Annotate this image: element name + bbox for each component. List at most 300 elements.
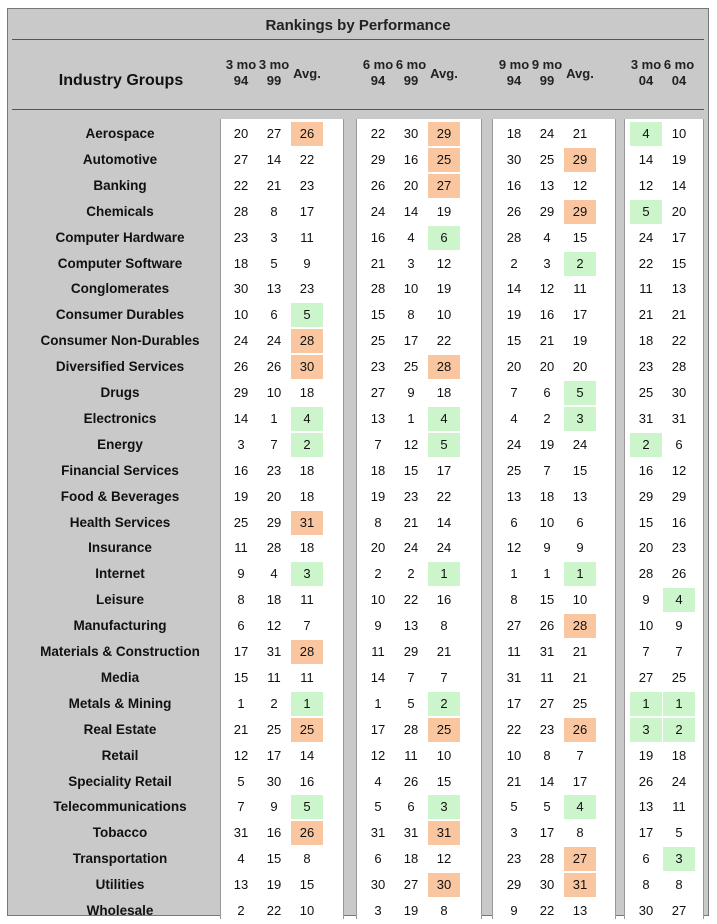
ranking-cell: 23 [539, 721, 555, 737]
ranking-cell: 5 [291, 303, 323, 327]
ranking-cell: 13 [539, 177, 555, 193]
ranking-cell: 4 [630, 122, 662, 146]
column-header [659, 57, 699, 89]
ranking-cell: 14 [266, 151, 282, 167]
ranking-cell: 9 [303, 255, 311, 271]
industry-group-label: Health Services [69, 514, 171, 530]
ranking-cell: 28 [428, 355, 460, 379]
ranking-cell: 5 [374, 799, 382, 815]
column-header-period: 6 mo [362, 57, 394, 72]
ranking-cell: 5 [510, 799, 518, 815]
ranking-cell: 21 [572, 126, 588, 141]
ranking-cell: 9 [543, 540, 551, 556]
industry-group-label: Wholesale [86, 903, 154, 918]
ranking-cell: 27 [638, 669, 654, 685]
ranking-cell: 7 [675, 644, 683, 659]
ranking-cell: 31 [403, 825, 419, 841]
ranking-cell: 20 [671, 203, 687, 219]
ranking-cell: 4 [510, 410, 518, 426]
ranking-cell: 15 [539, 592, 555, 608]
industry-group-label: Computer Software [57, 255, 183, 271]
ranking-cell: 29 [539, 203, 555, 219]
ranking-cell: 23 [506, 851, 522, 867]
ranking-cell: 16 [671, 514, 687, 530]
ranking-cell: 11 [404, 747, 418, 763]
ranking-cell: 16 [370, 229, 386, 245]
ranking-cell: 6 [428, 226, 460, 250]
ranking-cell: 31 [428, 821, 460, 845]
ranking-cell: 20 [233, 126, 249, 141]
ranking-cell: 24 [370, 203, 386, 219]
ranking-cell: 18 [370, 462, 386, 478]
ranking-cell: 3 [663, 847, 695, 871]
ranking-cell: 29 [506, 877, 522, 893]
ranking-cell: 27 [233, 151, 249, 167]
ranking-cell: 5 [675, 825, 683, 841]
ranking-cell: 3 [237, 436, 245, 452]
ranking-cell: 9 [576, 540, 584, 556]
row-header: Industry Groups [58, 72, 184, 89]
ranking-cell: 24 [572, 436, 588, 452]
ranking-cell: 27 [403, 877, 419, 893]
ranking-cell: 15 [233, 669, 249, 685]
ranking-cell: 6 [374, 851, 382, 867]
ranking-cell: 13 [671, 281, 687, 297]
ranking-cell: 11 [300, 592, 314, 608]
ranking-cell: 13 [572, 488, 588, 504]
ranking-cell: 24 [266, 333, 282, 349]
ranking-cell: 22 [370, 126, 386, 141]
ranking-cell: 4 [663, 588, 695, 612]
ranking-cell: 27 [539, 695, 555, 711]
ranking-cell: 9 [237, 566, 245, 582]
ranking-cell: 31 [291, 511, 323, 535]
industry-group-label: Speciality Retail [68, 773, 172, 789]
ranking-cell: 9 [270, 799, 278, 815]
ranking-cell: 7 [407, 669, 415, 685]
ranking-cell: 8 [440, 618, 448, 634]
ranking-cell: 15 [572, 229, 588, 245]
ranking-cell: 22 [436, 488, 452, 504]
ranking-cell: 23 [266, 462, 282, 478]
ranking-cell: 29 [403, 644, 419, 659]
ranking-cell: 28 [539, 851, 555, 867]
ranking-cell: 17 [299, 203, 315, 219]
ranking-cell: 26 [564, 718, 596, 742]
ranking-cell: 19 [233, 488, 249, 504]
ranking-cell: 31 [370, 825, 386, 841]
ranking-cell: 31 [671, 410, 687, 426]
ranking-cell: 1 [428, 562, 460, 586]
ranking-cell: 18 [233, 255, 249, 271]
ranking-cell: 11 [300, 669, 314, 685]
ranking-cell: 14 [671, 177, 687, 193]
ranking-cell: 1 [543, 566, 551, 582]
ranking-cell: 11 [371, 644, 385, 659]
ranking-cell: 10 [638, 618, 654, 634]
ranking-cell: 18 [299, 540, 315, 556]
ranking-cell: 24 [539, 126, 555, 141]
ranking-cell: 31 [233, 825, 249, 841]
ranking-cell: 15 [671, 255, 687, 271]
ranking-cell: 12 [403, 436, 419, 452]
column-header-year: 04 [671, 73, 687, 88]
ranking-cell: 10 [403, 281, 419, 297]
column-header [560, 66, 600, 82]
ranking-cell: 10 [572, 592, 588, 608]
ranking-cell: 11 [234, 540, 248, 556]
ranking-cell: 14 [403, 203, 419, 219]
ranking-cell: 21 [233, 721, 249, 737]
ranking-cell: 3 [428, 795, 460, 819]
ranking-cell: 9 [642, 592, 650, 608]
industry-group-label: Food & Beverages [60, 488, 180, 504]
ranking-cell: 21 [539, 333, 555, 349]
ranking-cell: 10 [299, 903, 315, 918]
ranking-cell: 5 [237, 773, 245, 789]
ranking-cell: 24 [233, 333, 249, 349]
ranking-cell: 2 [428, 692, 460, 716]
ranking-cell: 23 [299, 281, 315, 297]
ranking-cell: 25 [428, 718, 460, 742]
industry-group-label: Chemicals [86, 203, 154, 219]
column-header-period: Avg. [566, 66, 594, 81]
ranking-cell: 31 [638, 410, 654, 426]
ranking-cell: 30 [539, 877, 555, 893]
ranking-cell: 8 [440, 903, 448, 918]
ranking-cell: 16 [266, 825, 282, 841]
ranking-cell: 4 [374, 773, 382, 789]
ranking-cell: 27 [370, 385, 386, 400]
column-header-year: 94 [370, 73, 386, 88]
column-header-year: 99 [403, 73, 419, 88]
ranking-cell: 2 [543, 410, 551, 426]
ranking-cell: 26 [291, 821, 323, 845]
ranking-cell: 26 [638, 773, 654, 789]
column-header-period: 3 mo [630, 57, 662, 72]
ranking-cell: 19 [370, 488, 386, 504]
ranking-cell: 17 [370, 721, 386, 737]
industry-group-label: Energy [97, 436, 143, 452]
ranking-cell: 29 [564, 200, 596, 224]
ranking-cell: 12 [436, 851, 452, 867]
ranking-cell: 5 [428, 433, 460, 457]
ranking-cell: 1 [630, 692, 662, 716]
ranking-cell: 26 [266, 359, 282, 375]
ranking-cell: 17 [539, 825, 555, 841]
ranking-cell: 25 [291, 718, 323, 742]
industry-group-label: Materials & Construction [40, 644, 200, 659]
ranking-cell: 19 [572, 333, 588, 349]
ranking-cell: 10 [233, 307, 249, 323]
ranking-cell: 2 [630, 433, 662, 457]
ranking-cell: 2 [291, 433, 323, 457]
ranking-cell: 6 [675, 436, 683, 452]
ranking-cell: 14 [233, 410, 249, 426]
ranking-cell: 25 [671, 669, 687, 685]
column-header-year: 94 [233, 73, 249, 88]
ranking-cell: 16 [403, 151, 419, 167]
ranking-cell: 15 [299, 877, 315, 893]
ranking-cell: 1 [291, 692, 323, 716]
ranking-cell: 10 [266, 385, 282, 400]
column-header-year: 99 [539, 73, 555, 88]
ranking-cell: 20 [638, 540, 654, 556]
ranking-cell: 1 [237, 695, 245, 711]
ranking-cell: 30 [506, 151, 522, 167]
ranking-cell: 19 [506, 307, 522, 323]
ranking-cell: 4 [428, 407, 460, 431]
ranking-cell: 7 [543, 462, 551, 478]
industry-group-label: Transportation [72, 851, 168, 867]
industry-group-label: Internet [95, 566, 145, 582]
ranking-cell: 21 [403, 514, 419, 530]
ranking-cell: 18 [539, 488, 555, 504]
ranking-cell: 14 [370, 669, 386, 685]
ranking-cell: 3 [374, 903, 382, 918]
ranking-cell: 23 [299, 177, 315, 193]
table-title: Rankings by Performance [265, 17, 451, 34]
ranking-cell: 4 [543, 229, 551, 245]
ranking-cell: 17 [572, 307, 588, 323]
ranking-cell: 6 [407, 799, 415, 815]
column-header-period: 6 mo [663, 57, 695, 72]
ranking-cell: 17 [436, 462, 452, 478]
ranking-cell: 8 [270, 203, 278, 219]
ranking-cell: 8 [510, 592, 518, 608]
column-header-year: 99 [266, 73, 282, 88]
ranking-cell: 22 [403, 592, 419, 608]
ranking-cell: 8 [303, 851, 311, 867]
ranking-cell: 5 [543, 799, 551, 815]
ranking-cell: 13 [403, 618, 419, 634]
ranking-cell: 16 [299, 773, 315, 789]
ranking-cell: 28 [403, 721, 419, 737]
ranking-cell: 21 [671, 307, 687, 323]
ranking-cell: 19 [266, 877, 282, 893]
ranking-cell: 2 [663, 718, 695, 742]
ranking-cell: 12 [638, 177, 654, 193]
ranking-cell: 18 [638, 333, 654, 349]
ranking-cell: 5 [407, 695, 415, 711]
ranking-cell: 18 [266, 592, 282, 608]
ranking-cell: 25 [370, 333, 386, 349]
ranking-cell: 26 [370, 177, 386, 193]
ranking-cell: 29 [428, 122, 460, 146]
ranking-cell: 5 [630, 200, 662, 224]
ranking-cell: 15 [370, 307, 386, 323]
ranking-cell: 6 [270, 307, 278, 323]
ranking-cell: 3 [510, 825, 518, 841]
ranking-cell: 27 [428, 174, 460, 198]
ranking-cell: 9 [374, 618, 382, 634]
ranking-cell: 21 [436, 644, 452, 659]
ranking-cell: 1 [374, 695, 382, 711]
ranking-cell: 30 [291, 355, 323, 379]
ranking-cell: 30 [638, 903, 654, 918]
ranking-cell: 17 [403, 333, 419, 349]
ranking-cell: 22 [436, 333, 452, 349]
ranking-cell: 23 [233, 229, 249, 245]
ranking-cell: 2 [270, 695, 278, 711]
ranking-cell: 12 [266, 618, 282, 634]
ranking-cell: 28 [266, 540, 282, 556]
industry-group-label: Electronics [83, 410, 157, 426]
ranking-cell: 18 [299, 462, 315, 478]
ranking-cell: 17 [266, 747, 282, 763]
ranking-cell: 31 [539, 644, 555, 659]
ranking-cell: 22 [671, 333, 687, 349]
ranking-cell: 5 [564, 381, 596, 405]
ranking-cell: 20 [403, 177, 419, 193]
ranking-cell: 15 [506, 333, 522, 349]
ranking-cell: 22 [506, 721, 522, 737]
ranking-cell: 16 [638, 462, 654, 478]
ranking-cell: 6 [543, 385, 551, 400]
ranking-cell: 11 [639, 281, 653, 297]
ranking-cell: 27 [671, 903, 687, 918]
ranking-cell: 13 [506, 488, 522, 504]
ranking-cell: 30 [370, 877, 386, 893]
ranking-cell: 8 [642, 877, 650, 893]
ranking-cell: 11 [540, 669, 554, 685]
ranking-cell: 19 [539, 436, 555, 452]
industry-group-label: Metals & Mining [68, 695, 172, 711]
ranking-cell: 20 [539, 359, 555, 375]
ranking-cell: 22 [299, 151, 315, 167]
industry-group-label: Tobacco [92, 825, 148, 841]
ranking-cell: 17 [506, 695, 522, 711]
ranking-cell: 25 [572, 695, 588, 711]
ranking-cell: 17 [572, 773, 588, 789]
ranking-cell: 1 [407, 410, 415, 426]
ranking-cell: 23 [370, 359, 386, 375]
ranking-cell: 28 [370, 281, 386, 297]
ranking-cell: 20 [572, 359, 588, 375]
ranking-cell: 5 [270, 255, 278, 271]
ranking-cell: 30 [266, 773, 282, 789]
ranking-cell: 6 [576, 514, 584, 530]
ranking-cell: 26 [671, 566, 687, 582]
ranking-cell: 18 [436, 385, 452, 400]
ranking-cell: 21 [370, 255, 386, 271]
ranking-cell: 23 [671, 540, 687, 556]
column-header-period: Avg. [293, 66, 321, 81]
column-header-year: 04 [638, 73, 654, 88]
ranking-cell: 2 [374, 566, 382, 582]
ranking-cell: 23 [403, 488, 419, 504]
ranking-cell: 12 [506, 540, 522, 556]
ranking-cell: 27 [564, 847, 596, 871]
ranking-cell: 5 [291, 795, 323, 819]
ranking-cell: 11 [267, 669, 281, 685]
ranking-cell: 9 [510, 903, 518, 918]
ranking-cell: 28 [291, 640, 323, 664]
ranking-cell: 28 [291, 329, 323, 353]
column-header-period: 3 mo [225, 57, 257, 72]
ranking-cell: 9 [675, 618, 683, 634]
industry-group-label: Insurance [88, 540, 152, 556]
ranking-cell: 10 [436, 747, 452, 763]
ranking-cell: 6 [510, 514, 518, 530]
industry-group-label: Manufacturing [73, 618, 167, 634]
ranking-cell: 15 [436, 773, 452, 789]
ranking-cell: 7 [270, 436, 278, 452]
industry-group-label: Computer Hardware [55, 229, 185, 245]
ranking-cell: 12 [671, 462, 687, 478]
ranking-cell: 4 [270, 566, 278, 582]
ranking-cell: 30 [403, 126, 419, 141]
ranking-cell: 24 [671, 773, 687, 789]
column-header-period: 3 mo [258, 57, 290, 72]
rankings-table [7, 8, 709, 916]
ranking-cell: 20 [506, 359, 522, 375]
divider [12, 39, 704, 40]
ranking-cell: 18 [671, 747, 687, 763]
ranking-cell: 12 [370, 747, 386, 763]
ranking-cell: 18 [299, 488, 315, 504]
column-header-period: 6 mo [395, 57, 427, 72]
ranking-cell: 14 [299, 747, 315, 763]
ranking-cell: 18 [403, 851, 419, 867]
ranking-cell: 23 [638, 359, 654, 375]
ranking-cell: 27 [266, 126, 282, 141]
industry-group-label: Consumer Non-Durables [40, 333, 200, 349]
column-header [287, 66, 327, 82]
ranking-cell: 20 [266, 488, 282, 504]
ranking-cell: 13 [370, 410, 386, 426]
ranking-cell: 3 [543, 255, 551, 271]
ranking-cell: 4 [407, 229, 415, 245]
ranking-cell: 14 [539, 773, 555, 789]
ranking-cell: 25 [403, 359, 419, 375]
ranking-cell: 19 [671, 151, 687, 167]
ranking-cell: 25 [233, 514, 249, 530]
ranking-cell: 18 [299, 385, 315, 400]
industry-group-label: Consumer Durables [55, 307, 185, 323]
ranking-cell: 8 [374, 514, 382, 530]
ranking-cell: 7 [303, 618, 311, 634]
ranking-cell: 19 [403, 903, 419, 918]
ranking-cell: 1 [564, 562, 596, 586]
ranking-cell: 28 [671, 359, 687, 375]
ranking-cell: 19 [436, 281, 452, 297]
ranking-cell: 3 [630, 718, 662, 742]
industry-group-label: Banking [93, 177, 147, 193]
industry-group-label: Media [100, 669, 140, 685]
ranking-cell: 14 [506, 281, 522, 297]
ranking-cell: 22 [233, 177, 249, 193]
ranking-cell: 28 [638, 566, 654, 582]
column-header-period: Avg. [430, 66, 458, 81]
ranking-cell: 19 [638, 747, 654, 763]
industry-group-label: Telecommunications [53, 799, 187, 815]
ranking-cell: 30 [671, 385, 687, 400]
ranking-cell: 29 [564, 148, 596, 172]
ranking-cell: 21 [266, 177, 282, 193]
ranking-cell: 3 [270, 229, 278, 245]
ranking-cell: 24 [638, 229, 654, 245]
ranking-cell: 21 [638, 307, 654, 323]
industry-group-label: Real Estate [83, 721, 157, 737]
ranking-cell: 17 [233, 644, 249, 659]
industry-group-label: Drugs [100, 385, 140, 400]
ranking-cell: 26 [233, 359, 249, 375]
ranking-cell: 31 [506, 669, 522, 685]
ranking-cell: 16 [506, 177, 522, 193]
ranking-cell: 6 [237, 618, 245, 634]
ranking-cell: 10 [506, 747, 522, 763]
